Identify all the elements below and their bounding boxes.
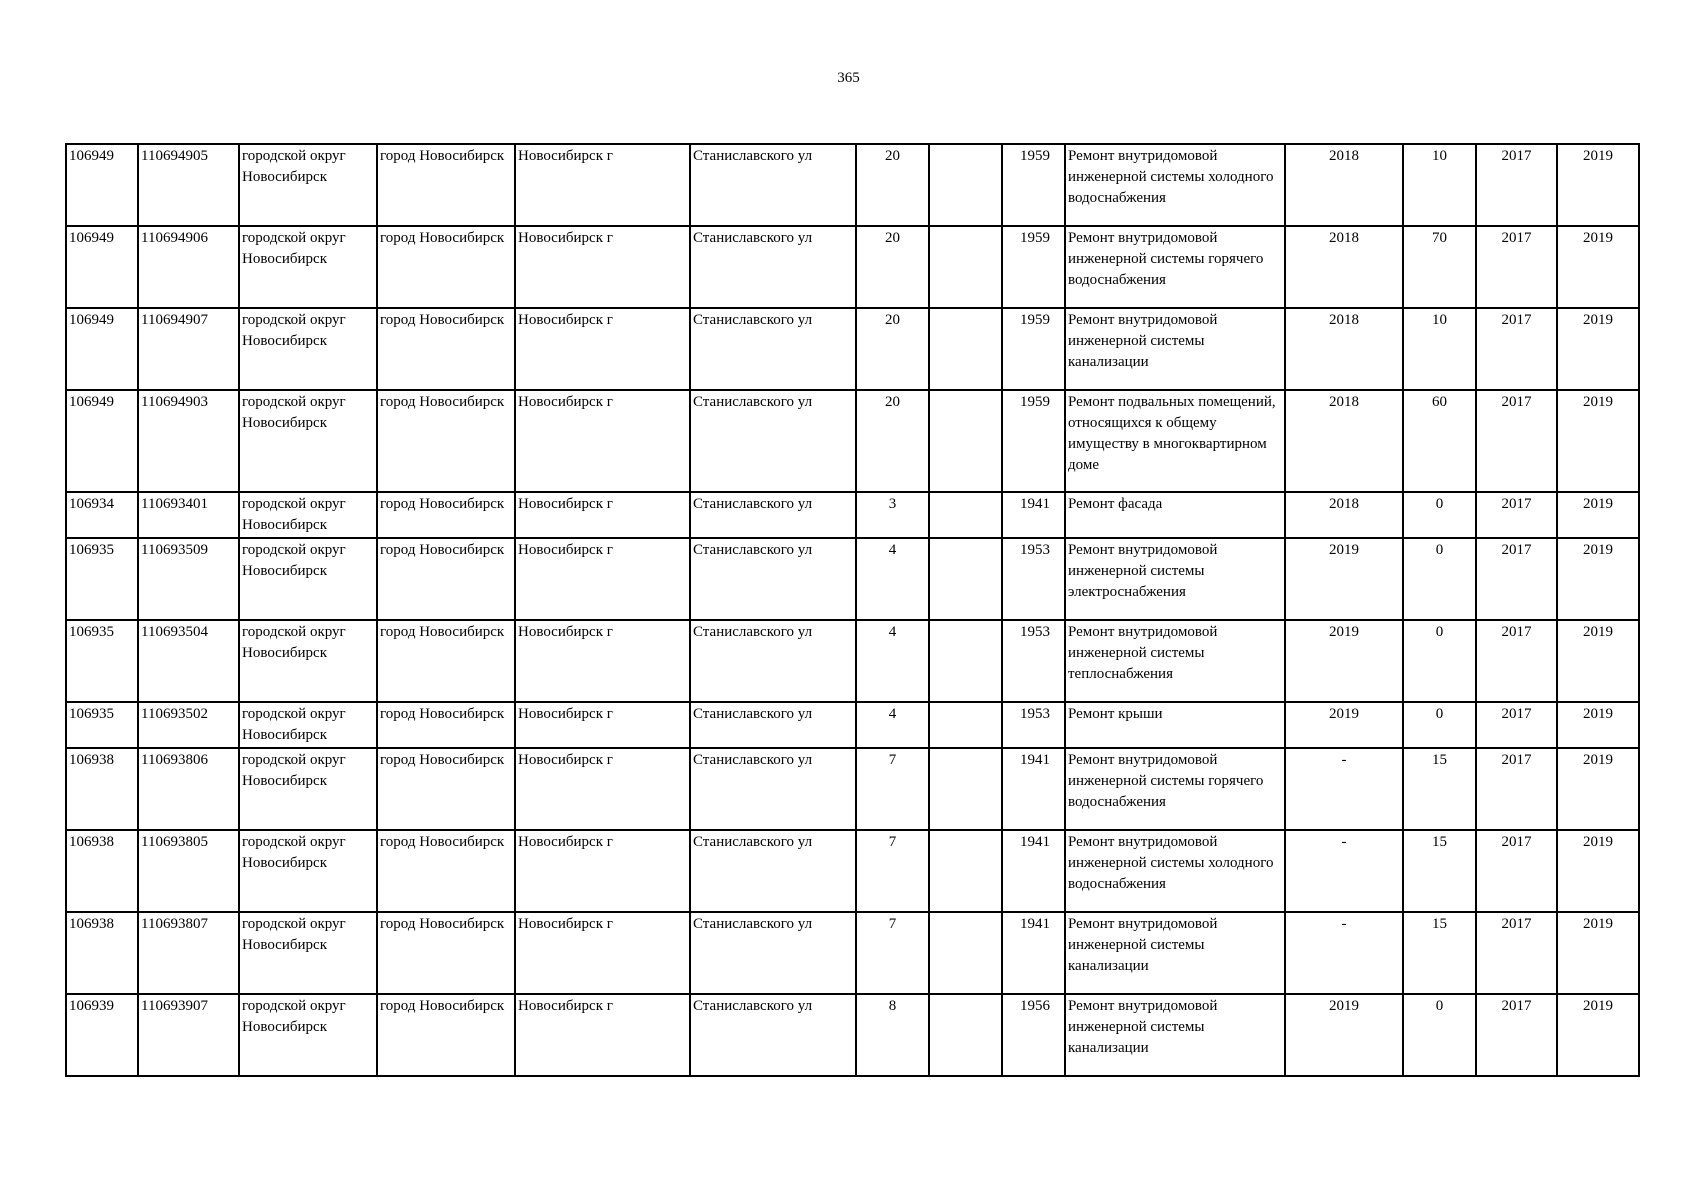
cell-city: Новосибирск г [515, 748, 690, 830]
cell-house: 3 [856, 492, 929, 538]
cell-period-start: 2017 [1476, 390, 1557, 492]
cell-city: Новосибирск г [515, 226, 690, 308]
cell-work-type: Ремонт подвальных помещений, относящихся к общему имуществу в многоквартирном доме [1065, 390, 1285, 492]
cell-code: 110694906 [138, 226, 239, 308]
cell-year-built: 1959 [1002, 226, 1065, 308]
cell-period-start: 2017 [1476, 226, 1557, 308]
table-row [66, 390, 1639, 492]
cell-id: 106935 [66, 620, 138, 702]
table-row [66, 702, 1639, 748]
cell-work-type: Ремонт внутридомовой инженерной системы горячего водоснабжения [1065, 748, 1285, 830]
table-row [66, 912, 1639, 994]
cell-settlement: город Новосибирск [377, 994, 515, 1076]
cell-municipality: городской округ Новосибирск [239, 538, 377, 620]
cell-code: 110694903 [138, 390, 239, 492]
cell-city: Новосибирск г [515, 492, 690, 538]
cell-year-survey: 2018 [1285, 390, 1403, 492]
cell-year-built: 1941 [1002, 492, 1065, 538]
cell-street: Станиславского ул [690, 492, 856, 538]
cell-code: 110693502 [138, 702, 239, 748]
cell-city: Новосибирск г [515, 144, 690, 226]
cell-work-type: Ремонт внутридомовой инженерной системы канализации [1065, 308, 1285, 390]
cell-building [929, 994, 1002, 1076]
cell-house: 20 [856, 308, 929, 390]
cell-street: Станиславского ул [690, 308, 856, 390]
cell-street: Станиславского ул [690, 748, 856, 830]
cell-building [929, 144, 1002, 226]
cell-street: Станиславского ул [690, 538, 856, 620]
cell-period-end: 2019 [1557, 702, 1639, 748]
cell-house: 7 [856, 748, 929, 830]
cell-street: Станиславского ул [690, 390, 856, 492]
cell-municipality: городской округ Новосибирск [239, 492, 377, 538]
cell-wear: 70 [1403, 226, 1476, 308]
cell-code: 110693806 [138, 748, 239, 830]
cell-year-built: 1953 [1002, 538, 1065, 620]
cell-year-built: 1959 [1002, 390, 1065, 492]
cell-year-built: 1959 [1002, 144, 1065, 226]
cell-work-type: Ремонт внутридомовой инженерной системы канализации [1065, 994, 1285, 1076]
cell-city: Новосибирск г [515, 308, 690, 390]
cell-work-type: Ремонт фасада [1065, 492, 1285, 538]
table-row [66, 226, 1639, 308]
cell-wear: 60 [1403, 390, 1476, 492]
cell-period-start: 2017 [1476, 748, 1557, 830]
cell-code: 110693907 [138, 994, 239, 1076]
cell-id: 106949 [66, 144, 138, 226]
cell-id: 106938 [66, 748, 138, 830]
cell-year-built: 1941 [1002, 912, 1065, 994]
cell-period-end: 2019 [1557, 994, 1639, 1076]
cell-municipality: городской округ Новосибирск [239, 226, 377, 308]
cell-street: Станиславского ул [690, 912, 856, 994]
cell-period-start: 2017 [1476, 538, 1557, 620]
cell-period-start: 2017 [1476, 702, 1557, 748]
cell-wear: 0 [1403, 492, 1476, 538]
cell-street: Станиславского ул [690, 620, 856, 702]
cell-municipality: городской округ Новосибирск [239, 748, 377, 830]
cell-building [929, 620, 1002, 702]
cell-municipality: городской округ Новосибирск [239, 308, 377, 390]
cell-settlement: город Новосибирск [377, 620, 515, 702]
cell-house: 20 [856, 226, 929, 308]
cell-code: 110693509 [138, 538, 239, 620]
table-body [66, 144, 1639, 1076]
cell-municipality: городской округ Новосибирск [239, 390, 377, 492]
cell-period-end: 2019 [1557, 390, 1639, 492]
cell-settlement: город Новосибирск [377, 748, 515, 830]
table-row [66, 748, 1639, 830]
cell-city: Новосибирск г [515, 994, 690, 1076]
cell-id: 106949 [66, 226, 138, 308]
cell-settlement: город Новосибирск [377, 702, 515, 748]
cell-period-end: 2019 [1557, 830, 1639, 912]
table-row [66, 830, 1639, 912]
cell-settlement: город Новосибирск [377, 226, 515, 308]
cell-work-type: Ремонт внутридомовой инженерной системы горячего водоснабжения [1065, 226, 1285, 308]
table-row [66, 620, 1639, 702]
cell-year-built: 1959 [1002, 308, 1065, 390]
page-number: 365 [837, 70, 860, 86]
cell-period-start: 2017 [1476, 144, 1557, 226]
cell-building [929, 226, 1002, 308]
cell-settlement: город Новосибирск [377, 308, 515, 390]
cell-street: Станиславского ул [690, 226, 856, 308]
cell-city: Новосибирск г [515, 620, 690, 702]
cell-year-survey: 2018 [1285, 144, 1403, 226]
cell-period-start: 2017 [1476, 620, 1557, 702]
cell-wear: 10 [1403, 144, 1476, 226]
cell-settlement: город Новосибирск [377, 912, 515, 994]
cell-year-survey: 2019 [1285, 994, 1403, 1076]
cell-city: Новосибирск г [515, 538, 690, 620]
cell-code: 110693807 [138, 912, 239, 994]
table-row [66, 994, 1639, 1076]
cell-municipality: городской округ Новосибирск [239, 144, 377, 226]
cell-building [929, 492, 1002, 538]
cell-wear: 10 [1403, 308, 1476, 390]
cell-work-type: Ремонт внутридомовой инженерной системы теплоснабжения [1065, 620, 1285, 702]
cell-municipality: городской округ Новосибирск [239, 912, 377, 994]
cell-municipality: городской округ Новосибирск [239, 994, 377, 1076]
cell-wear: 0 [1403, 994, 1476, 1076]
cell-id: 106949 [66, 308, 138, 390]
cell-house: 4 [856, 620, 929, 702]
cell-work-type: Ремонт внутридомовой инженерной системы холодного водоснабжения [1065, 830, 1285, 912]
cell-year-built: 1953 [1002, 620, 1065, 702]
cell-id: 106934 [66, 492, 138, 538]
cell-year-survey: 2019 [1285, 702, 1403, 748]
cell-year-survey: 2019 [1285, 538, 1403, 620]
cell-id: 106938 [66, 912, 138, 994]
cell-year-survey: - [1285, 912, 1403, 994]
cell-period-end: 2019 [1557, 144, 1639, 226]
cell-settlement: город Новосибирск [377, 830, 515, 912]
cell-period-end: 2019 [1557, 620, 1639, 702]
cell-city: Новосибирск г [515, 912, 690, 994]
cell-house: 4 [856, 538, 929, 620]
cell-settlement: город Новосибирск [377, 538, 515, 620]
cell-building [929, 538, 1002, 620]
cell-period-start: 2017 [1476, 492, 1557, 538]
cell-code: 110694907 [138, 308, 239, 390]
cell-house: 8 [856, 994, 929, 1076]
cell-wear: 0 [1403, 538, 1476, 620]
cell-id: 106935 [66, 702, 138, 748]
cell-year-built: 1941 [1002, 748, 1065, 830]
cell-year-survey: 2019 [1285, 620, 1403, 702]
cell-house: 4 [856, 702, 929, 748]
cell-period-end: 2019 [1557, 538, 1639, 620]
table-row [66, 144, 1639, 226]
cell-building [929, 830, 1002, 912]
cell-period-end: 2019 [1557, 308, 1639, 390]
cell-work-type: Ремонт внутридомовой инженерной системы холодного водоснабжения [1065, 144, 1285, 226]
cell-municipality: городской округ Новосибирск [239, 702, 377, 748]
cell-wear: 15 [1403, 830, 1476, 912]
cell-house: 20 [856, 144, 929, 226]
cell-settlement: город Новосибирск [377, 492, 515, 538]
cell-id: 106939 [66, 994, 138, 1076]
cell-street: Станиславского ул [690, 702, 856, 748]
cell-code: 110693805 [138, 830, 239, 912]
cell-work-type: Ремонт внутридомовой инженерной системы канализации [1065, 912, 1285, 994]
cell-building [929, 912, 1002, 994]
cell-settlement: город Новосибирск [377, 390, 515, 492]
cell-period-end: 2019 [1557, 912, 1639, 994]
cell-code: 110693401 [138, 492, 239, 538]
cell-year-built: 1953 [1002, 702, 1065, 748]
cell-building [929, 702, 1002, 748]
cell-code: 110693504 [138, 620, 239, 702]
cell-house: 20 [856, 390, 929, 492]
cell-house: 7 [856, 912, 929, 994]
cell-year-survey: 2018 [1285, 308, 1403, 390]
cell-period-end: 2019 [1557, 226, 1639, 308]
cell-period-start: 2017 [1476, 308, 1557, 390]
cell-street: Станиславского ул [690, 994, 856, 1076]
cell-year-built: 1941 [1002, 830, 1065, 912]
cell-period-end: 2019 [1557, 748, 1639, 830]
cell-municipality: городской округ Новосибирск [239, 620, 377, 702]
cell-code: 110694905 [138, 144, 239, 226]
cell-building [929, 390, 1002, 492]
cell-period-start: 2017 [1476, 830, 1557, 912]
cell-wear: 0 [1403, 702, 1476, 748]
table-row [66, 538, 1639, 620]
cell-id: 106949 [66, 390, 138, 492]
table-row [66, 492, 1639, 538]
cell-year-survey: 2018 [1285, 226, 1403, 308]
cell-id: 106935 [66, 538, 138, 620]
cell-city: Новосибирск г [515, 702, 690, 748]
cell-house: 7 [856, 830, 929, 912]
cell-wear: 15 [1403, 912, 1476, 994]
cell-city: Новосибирск г [515, 830, 690, 912]
cell-period-start: 2017 [1476, 912, 1557, 994]
cell-building [929, 308, 1002, 390]
table-row [66, 308, 1639, 390]
cell-wear: 15 [1403, 748, 1476, 830]
cell-work-type: Ремонт внутридомовой инженерной системы электроснабжения [1065, 538, 1285, 620]
cell-period-end: 2019 [1557, 492, 1639, 538]
cell-building [929, 748, 1002, 830]
cell-year-survey: 2018 [1285, 492, 1403, 538]
cell-street: Станиславского ул [690, 830, 856, 912]
cell-settlement: город Новосибирск [377, 144, 515, 226]
cell-year-survey: - [1285, 748, 1403, 830]
cell-work-type: Ремонт крыши [1065, 702, 1285, 748]
cell-period-start: 2017 [1476, 994, 1557, 1076]
cell-street: Станиславского ул [690, 144, 856, 226]
cell-id: 106938 [66, 830, 138, 912]
cell-wear: 0 [1403, 620, 1476, 702]
cell-year-survey: - [1285, 830, 1403, 912]
cell-year-built: 1956 [1002, 994, 1065, 1076]
repair-schedule-table [65, 143, 1640, 1077]
cell-municipality: городской округ Новосибирск [239, 830, 377, 912]
cell-city: Новосибирск г [515, 390, 690, 492]
